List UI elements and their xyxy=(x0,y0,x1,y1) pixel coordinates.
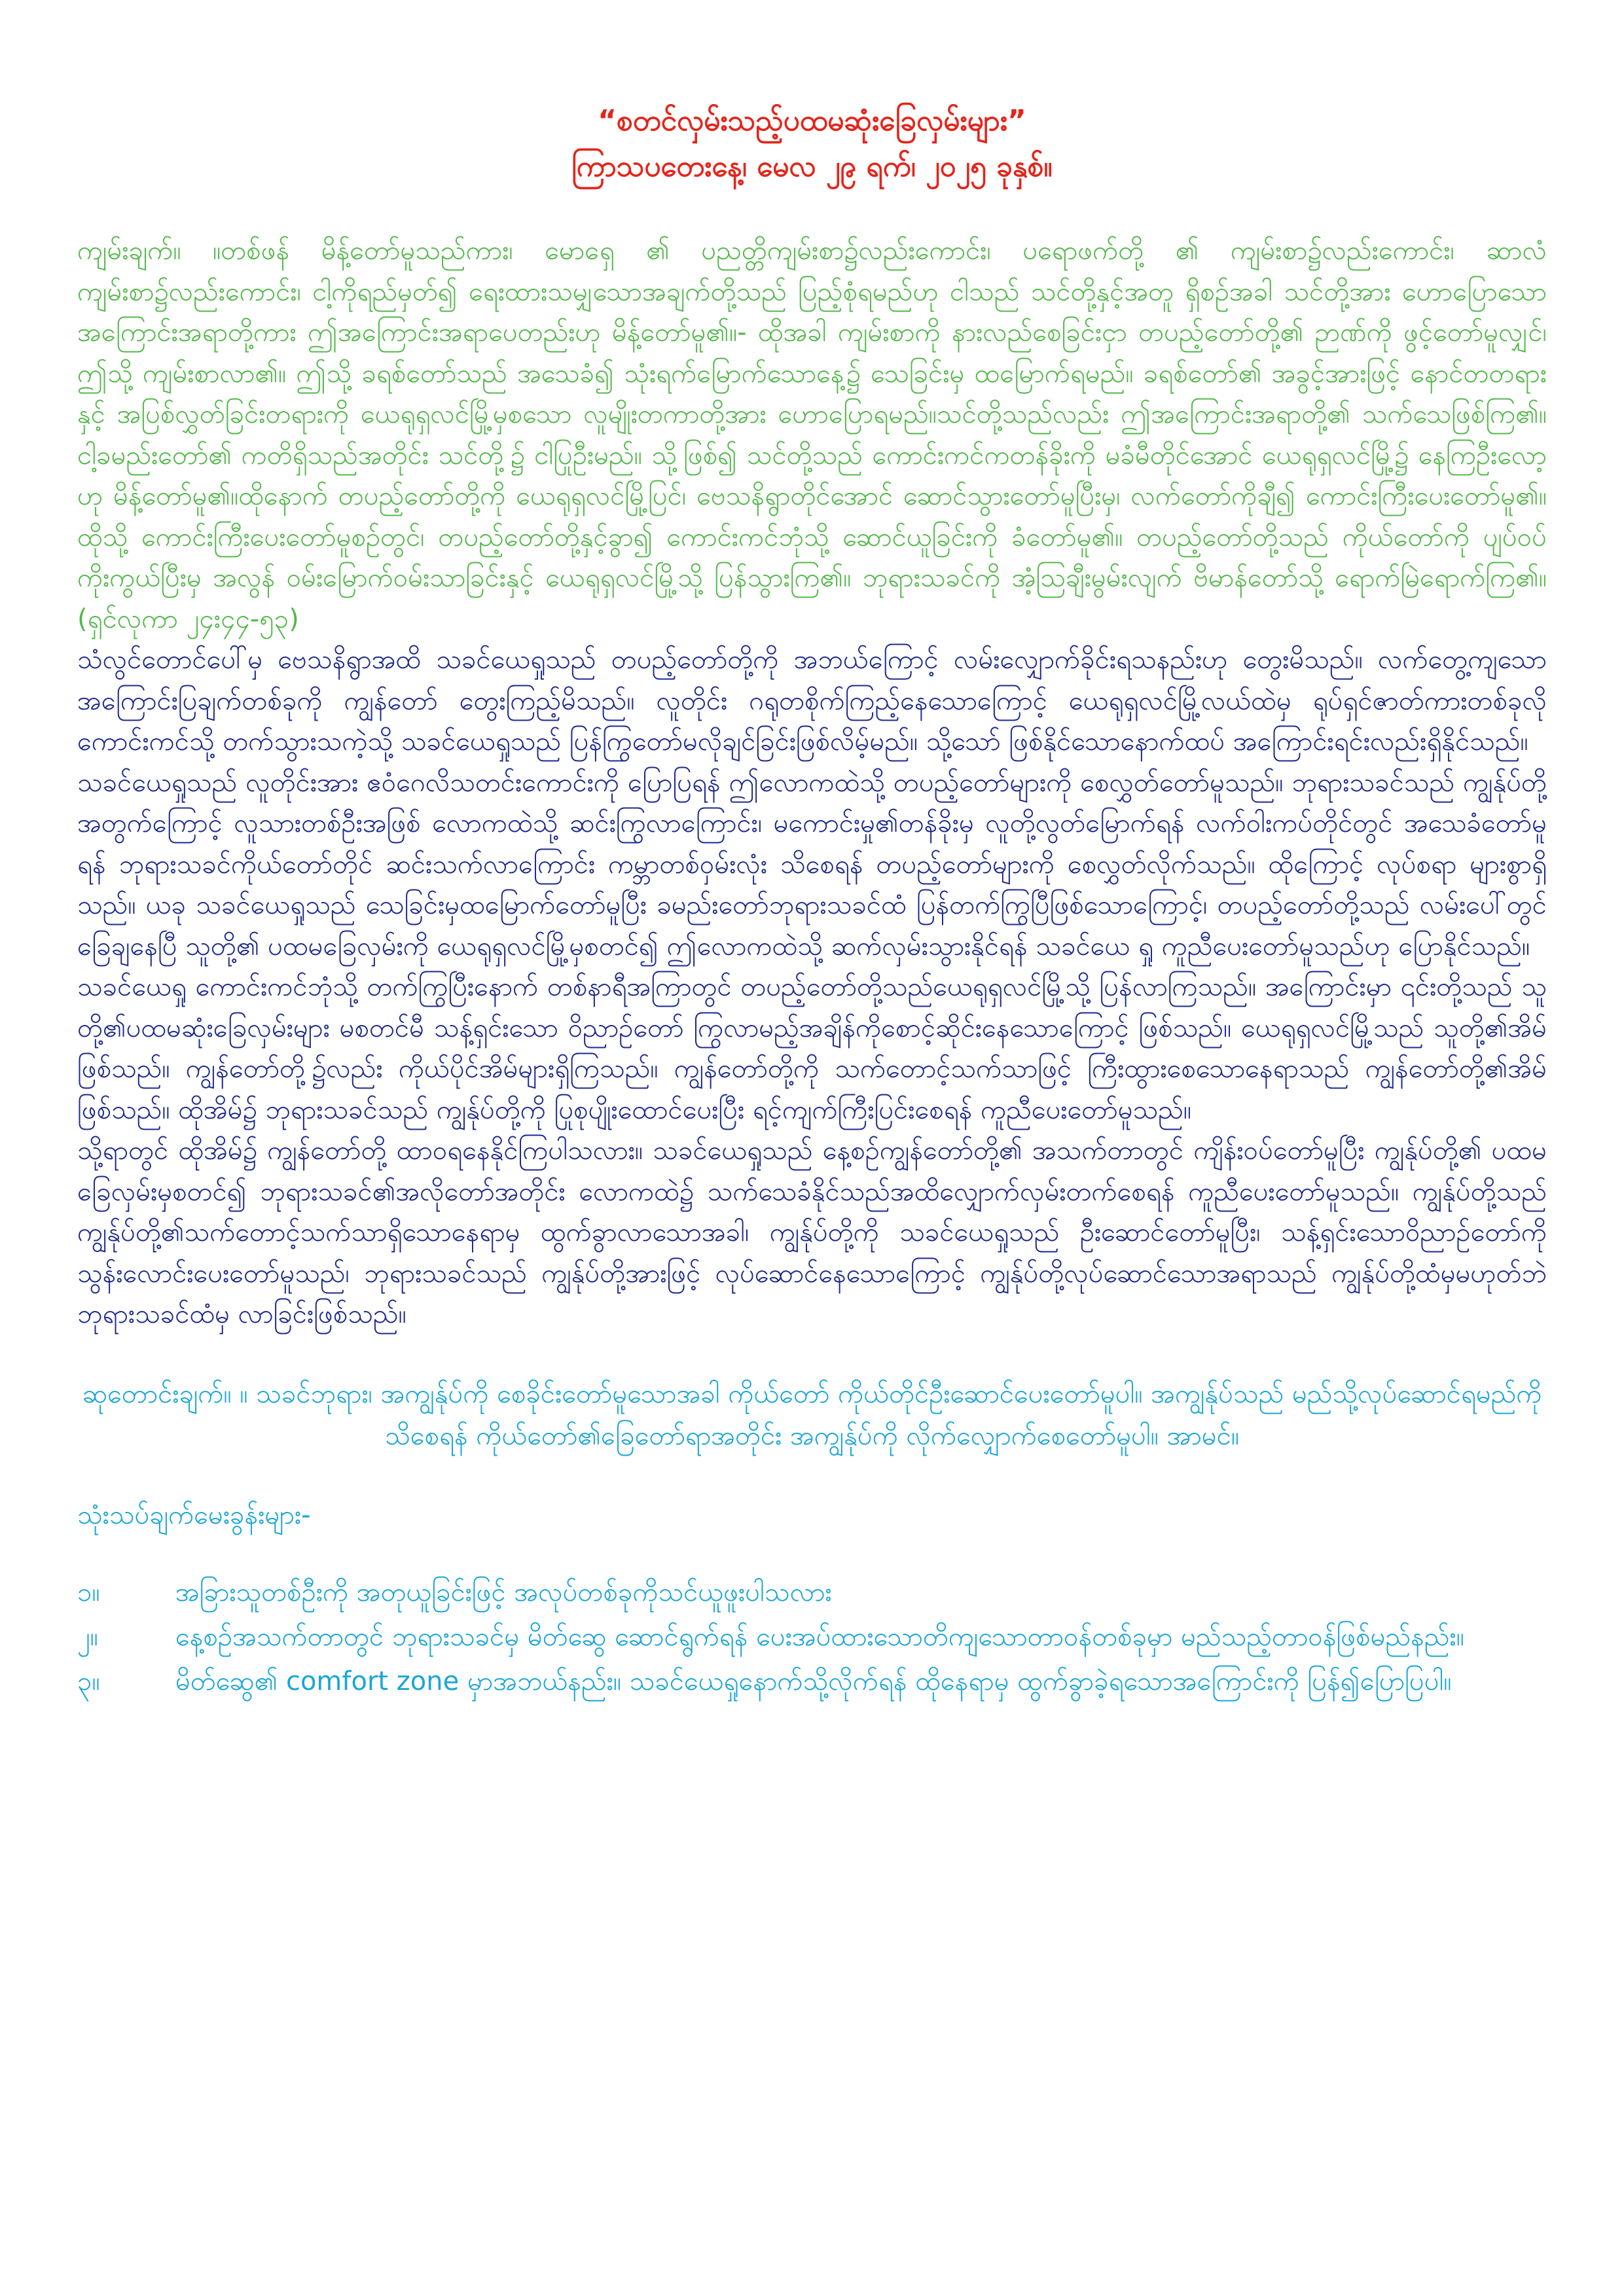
body-paragraph: သခင်ယေရှုသည် လူတိုင်းအား ဧဝံဂေလိသတင်းကောင်းကို ပြောပြရန် ဤလောကထဲသို့ တပည့်တော်များကို စေလွှတ်တော်မူသည်။ ဘုရားသခင်သည် ကျွန်ုပ်တို့အတွက်ကြောင့် လူသားတစ်ဦးအဖြစ် လောကထဲသို့ ဆင်းကြွလာကြောင်း၊ မကောင်းမှု၏တန်ခိုးမှ လူတို့လွတ်မြောက်ရန် လက်ဝါးကပ်တိုင်တွင် အသေခံတော်မူရန် ဘုရားသခင်ကိုယ်တော်တိုင် ဆင်းသက်လာကြောင်း ကမ္ဘာတစ်ဝှမ်းလုံး သိစေရန် တပည့်တော်များကို စေလွှတ်လိုက်သည်။ ထိုကြောင့် လုပ်စရာ များစွာရှိသည်။ ယခု သခင်ယေရှုသည် သေခြင်းမှထမြောက်တော်မူပြီး ခမည်းတော်ဘုရားသခင်ထံ ပြန်တက်ကြွပြီဖြစ်သောကြောင့်၊ တပည့်တော်တို့သည် လမ်းပေါ်တွင် ခြေချနေပြီ သူတို့၏ ပထမခြေလှမ်းကို ယေရုရှလင်မြို့မှစတင်၍ ဤလောကထဲသို့ ဆက်လှမ်းသွားနိုင်ရန် သခင်ယေ ရှု ကူညီပေးတော်မူသည်ဟု ပြောနိုင်သည်။ xyxy=(77,767,1547,961)
reflection-question xyxy=(77,1572,1547,1613)
question-text: မိတ်ဆွေ၏ comfort zone မှာအဘယ်နည်း။ သခင်ယေရှုနောက်သို့လိုက်ရန် ထိုနေရာမှ ထွက်ခွာခဲ့ရသောအကြောင်းကို ပြန်၍ပြောပြပါ။ xyxy=(175,1666,1452,1696)
reflection-heading: သုံးသပ်ချက်မေးခွန်းများ- xyxy=(77,1499,311,1530)
reflection-question xyxy=(77,1617,1547,1657)
page-title: “စတင်လှမ်းသည့်ပထမဆုံးခြေလှမ်းများ” xyxy=(598,104,1026,137)
reflection-question-list xyxy=(77,1572,1547,1702)
question-text: အခြားသူတစ်ဦးကို အတုယူခြင်းဖြင့် အလုပ်တစ်ခုကိုသင်ယူဖူးပါသလား xyxy=(175,1577,832,1607)
prayer-text: ဆုတောင်းချက်။ ။ သခင်ဘုရား၊ အကျွန်ုပ်ကို စေခိုင်းတော်မူသောအခါ ကိုယ်တော် ကိုယ်တိုင်ဦးဆောင်ပေးတော်မူပါ။ အကျွန်ုပ်သည် မည်သို့လုပ်ဆောင်ရမည်ကို သိစေရန် ကိုယ်တော်၏ခြေတော်ရာအတိုင်း အကျွန်ုပ်ကို လိုက်လျှောက်စေတော်မူပါ။ အာမင်။ xyxy=(82,1378,1542,1451)
question-number: ၁။ xyxy=(77,1577,100,1607)
header xyxy=(77,98,1547,190)
body-paragraph: သခင်ယေရှု ကောင်းကင်ဘုံသို့ တက်ကြွပြီးနောက် တစ်နာရီအကြာတွင် တပည့်တော်တို့သည်ယေရုရှလင်မြို့သို့ ပြန်လာကြသည်။ အကြောင်းမှာ ၎င်းတို့သည် သူတို့၏ပထမဆုံးခြေလှမ်းများ မစတင်မီ သန့်ရှင်းသော ဝိညာဉ်တော် ကြွလာမည့်အချိန်ကိုစောင့်ဆိုင်းနေသောကြောင့် ဖြစ်သည်။ ယေရုရှလင်မြို့သည် သူတို့၏အိမ်ဖြစ်သည်။ ကျွန်တော်တို့၌လည်း ကိုယ်ပိုင်အိမ်များရှိကြသည်။ ကျွန်တော်တို့ကို သက်တောင့်သက်သာဖြင့် ကြီးထွားစေသောနေရာသည် ကျွန်တော်တို့၏အိမ်ဖြစ်သည်။ ထိုအိမ်၌ ဘုရားသခင်သည် ကျွန်ုပ်တို့ကို ပြုစုပျိုးထောင်ပေးပြီး ရင့်ကျက်ကြီးပြင်းစေရန် ကူညီပေးတော်မူသည်။ xyxy=(77,972,1547,1125)
question-number: ၃။ xyxy=(77,1666,100,1696)
reflection-question xyxy=(77,1661,1547,1702)
body-section xyxy=(77,639,1547,1335)
body-paragraph: သံလွင်တောင်ပေါ်မှ ဗေသနိရွာအထိ သခင်ယေရှုသည် တပည့်တော်တို့ကို အဘယ်ကြောင့် လမ်းလျှောက်ခိုင်းရသနည်းဟု တွေးမိသည်။ လက်တွေ့ကျသော အကြောင်းပြချက်တစ်ခုကို ကျွန်တော် တွေးကြည့်မိသည်။ လူတိုင်း ဂရုတစိုက်ကြည့်နေသောကြောင့် ယေရုရှလင်မြို့လယ်ထဲမှ ရုပ်ရှင်ဇာတ်ကားတစ်ခုလို ကောင်းကင်သို့ တက်သွားသကဲ့သို့ သခင်ယေရှုသည် ပြန်ကြွတော်မလိုချင်ခြင်းဖြစ်လိမ့်မည်။ သို့သော် ဖြစ်နိုင်သောနောက်ထပ် အကြောင်းရင်းလည်းရှိနိုင်သည်။ xyxy=(77,645,1547,757)
question-number: ၂။ xyxy=(77,1621,98,1652)
question-text: နေ့စဉ်အသက်တာတွင် ဘုရားသခင်မှ မိတ်ဆွေ ဆောင်ရွက်ရန် ပေးအပ်ထားသောတိကျသောတာဝန်တစ်ခုမှာ မည်သည့်တာဝန်ဖြစ်မည်နည်း။ xyxy=(175,1621,1464,1652)
scripture-passage: ကျမ်းချက်။ ။တစ်ဖန် မိန့်တော်မူသည်ကား၊ မောရှေ ၏ ပညတ္တိကျမ်းစာ၌လည်းကောင်း၊ ပရောဖက်တို့ ၏ ကျမ်းစာ၌လည်းကောင်း၊ ဆာလံကျမ်းစာ၌လည်းကောင်း၊ ငါ့ကိုရည်မှတ်၍ ရေးထားသမျှသောအချက်တို့သည် ပြည့်စုံရမည်ဟု ငါသည် သင်တို့နှင့်အတူ ရှိစဉ်အခါ သင်တို့အား ဟောပြောသောအကြောင်းအရာတို့ကား ဤအကြောင်းအရာပေတည်းဟု မိန့်တော်မူ၏။- ထိုအခါ ကျမ်းစာကို နားလည်စေခြင်းငှာ တပည့်တော်တို့၏ ဉာဏ်ကို ဖွင့်တော်မူလျှင်၊ဤသို့ ကျမ်းစာလာ၏။ ဤသို့ ခရစ်တော်သည် အသေခံ၍ သုံးရက်မြောက်သောနေ့၌ သေခြင်းမှ ထမြောက်ရမည်။ ခရစ်တော်၏ အခွင့်အားဖြင့် နောင်တတရားနှင့် အပြစ်လွှတ်ခြင်းတရားကို ယေရုရှလင်မြို့မှစသော လူမျိုးတကာတို့အား ဟောပြောရမည်။သင်တို့သည်လည်း ဤအကြောင်းအရာတို့၏ သက်သေဖြစ်ကြ၏။ ငါ့ခမည်းတော်၏ ကတိရှိသည်အတိုင်း သင်တို့၌ ငါပြုဦးမည်။ သို့ဖြစ်၍ သင်တို့သည် ကောင်းကင်ကတန်ခိုးကို မခံမီတိုင်အောင် ယေရုရှလင်မြို့၌ နေကြဦးလော့ဟု မိန့်တော်မူ၏။ထိုနောက် တပည့်တော်တို့ကို ယေရုရှလင်မြို့ပြင်၊ ဗေသနိရွာတိုင်အောင် ဆောင်သွားတော်မူပြီးမှ၊ လက်တော်ကိုချီ၍ ကောင်းကြီးပေးတော်မူ၏။ ထိုသို့ ကောင်းကြီးပေးတော်မူစဉ်တွင်၊ တပည့်တော်တို့နှင့်ခွာ၍ ကောင်းကင်ဘုံသို့ ဆောင်ယူခြင်းကို ခံတော်မူ၏။ တပည့်တော်တို့သည် ကိုယ်တော်ကို ပျပ်ဝပ်ကိုးကွယ်ပြီးမှ အလွန် ဝမ်းမြောက်ဝမ်းသာခြင်းနှင့် ယေရုရှလင်မြို့သို့ ပြန်သွားကြ၏။ ဘုရားသခင်ကို အံ့ဩချီးမွမ်းလျက် ဗိမာန်တော်သို့ ရောက်မြဲရောက်ကြ၏။(ရှင်လုကာ ၂၄း၄၄-၅၃) xyxy=(77,236,1547,634)
body-paragraph: သို့ရာတွင် ထိုအိမ်၌ ကျွန်တော်တို့ ထာဝရနေနိုင်ကြပါသလား။ သခင်ယေရှုသည် နေ့စဉ်ကျွန်တော်တို့၏ အသက်တာတွင် ကျိန်းဝပ်တော်မူပြီး ကျွန်ုပ်တို့၏ ပထမခြေလှမ်းမှစတင်၍ ဘုရားသခင်၏အလိုတော်အတိုင်း လောကထဲ၌ သက်သေခံနိုင်သည်အထိလျှောက်လှမ်းတက်စေရန် ကူညီပေးတော်မူသည်။ ကျွန်ုပ်တို့သည် ကျွန်ုပ်တို့၏သက်တောင့်သက်သာရှိသောနေရာမှ ထွက်ခွာလာသောအခါ၊ ကျွန်ုပ်တို့ကို သခင်ယေရှုသည် ဦးဆောင်တော်မူပြီး၊ သန့်ရှင်းသောဝိညာဉ်တော်ကို သွန်းလောင်းပေးတော်မူသည်၊ ဘုရားသခင်သည် ကျွန်ုပ်တို့အားဖြင့် လုပ်ဆောင်နေသောကြောင့် ကျွန်ုပ်တို့လုပ်ဆောင်သောအရာသည် ကျွန်ုပ်တို့ထံမှမဟုတ်ဘဲ ဘုရားသခင်ထံမှ လာခြင်းဖြစ်သည်။ xyxy=(77,1136,1547,1329)
date-line: ကြာသပတေးနေ့၊ မေလ ၂၉ ရက်၊ ၂၀၂၅ ခုနှစ်။ xyxy=(571,150,1053,183)
devotional-page xyxy=(77,98,1547,1706)
